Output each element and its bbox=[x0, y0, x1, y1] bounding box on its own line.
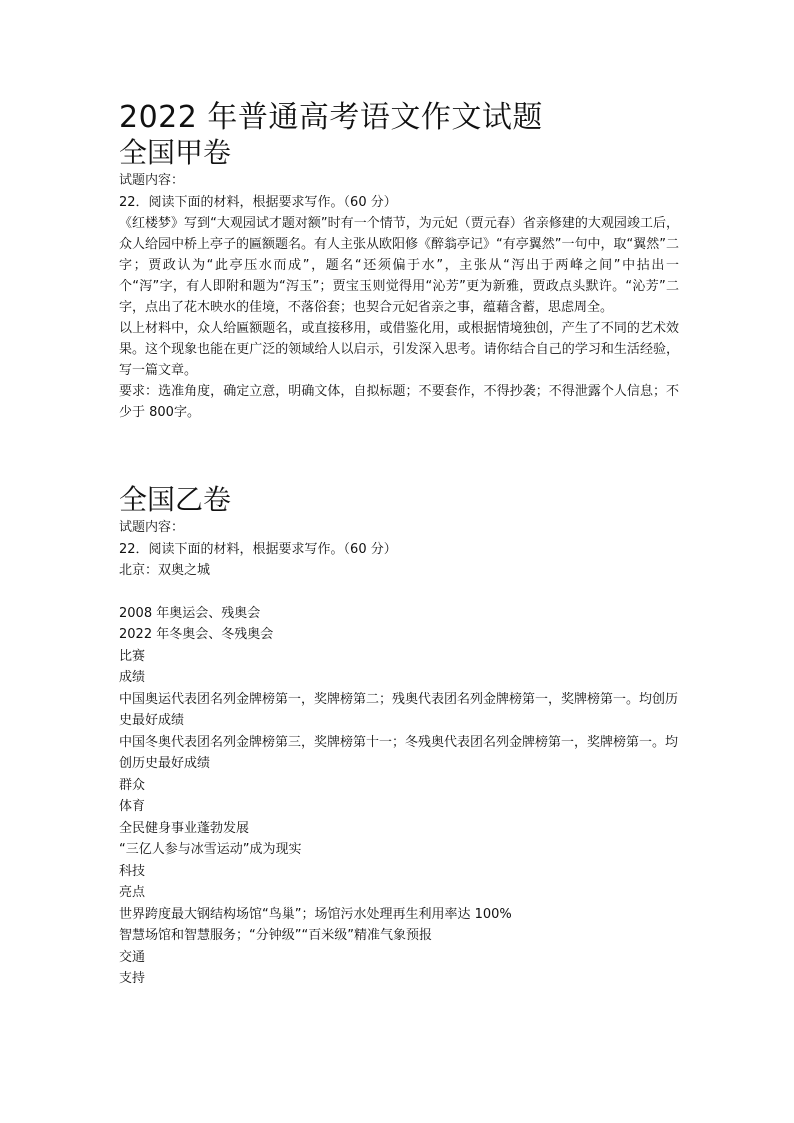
requirements-paragraph: 要求：选准角度，确定立意，明确文体，自拟标题；不要套作，不得抄袭；不得泄露个人信息；不少于 800字。 bbox=[119, 384, 679, 420]
material-line: 支持 bbox=[119, 971, 146, 986]
material-line: “三亿人参与冰雪运动”成为现实 bbox=[119, 842, 302, 857]
material-subtitle: 北京：双奥之城 bbox=[119, 563, 211, 578]
document-page bbox=[119, 100, 679, 990]
content-label: 试题内容： bbox=[119, 173, 185, 188]
question-line: 22．阅读下面的材料，根据要求写作。（60 分） bbox=[119, 194, 397, 210]
material-line: 亮点 bbox=[119, 885, 146, 900]
material-line: 2008 年奥运会、残奥会 bbox=[119, 605, 261, 621]
content-label: 试题内容： bbox=[119, 520, 185, 535]
material-line: 比赛 bbox=[119, 648, 146, 664]
material-line: 世界跨度最大钢结构场馆“鸟巢”；场馆污水处理再生利用率达 100% bbox=[119, 906, 512, 922]
material-line: 2022 年冬奥会、冬残奥会 bbox=[119, 627, 274, 642]
material-line: 交通 bbox=[119, 949, 146, 965]
section-heading-yi: 全国乙卷 bbox=[119, 483, 232, 516]
prompt-paragraph: 以上材料中，众人给匾额题名，或直接移用，或借鉴化用，或根据情境独创，产生了不同的艺术效果。这个现象也能在更广泛的领域给人以启示，引发深入思考。请你结合自己的学习和生活经验，写一篇文章。 bbox=[119, 321, 679, 378]
material-line: 全民健身事业蓬勃发展 bbox=[119, 820, 250, 836]
material-line: 科技 bbox=[119, 863, 146, 879]
material-line: 智慧场馆和智慧服务；“分钟级”“百米级”精准气象预报 bbox=[119, 928, 432, 943]
material-line: 群众 bbox=[119, 777, 146, 793]
blank-line bbox=[119, 582, 679, 603]
section-heading-jia: 全国甲卷 bbox=[119, 136, 232, 169]
document-title: 2022 年普通高考语文作文试题 bbox=[119, 100, 543, 135]
material-line: 中国奥运代表团名列金牌榜第一，奖牌榜第二；残奥代表团名列金牌榜第一，奖牌榜第一。均创历史最好成绩 bbox=[119, 691, 679, 728]
material-paragraph: 《红楼梦》写到“大观园试才题对额”时有一个情节，为元妃（贾元春）省亲修建的大观园竣工后，众人给园中桥上亭子的匾额题名。有人主张从欧阳修《醉翁亭记》“有亭翼然”一句中，取“翼然”二字；贾政认为“此亭压水而成”，题名“还须偏于水”，主张从“泻出于两峰之间”中拈出一个“泻”字，有人即附和题为“泻玉”；贾宝玉则觉得用“沁芳”更为新雅，贾政点头默许。“沁芳”二字，点出了花木映水的佳境，不落俗套；也契合元妃省亲之事，蕴藉含蓄，思虑周全。 bbox=[119, 216, 679, 315]
material-line: 体育 bbox=[119, 799, 146, 814]
material-line: 中国冬奥代表团名列金牌榜第三，奖牌榜第十一；冬残奥代表团名列金牌榜第一，奖牌榜第一。均创历史最好成绩 bbox=[119, 734, 679, 771]
section-spacer bbox=[119, 423, 679, 483]
material-line: 成绩 bbox=[119, 670, 146, 685]
question-line: 22．阅读下面的材料，根据要求写作。（60 分） bbox=[119, 541, 397, 557]
